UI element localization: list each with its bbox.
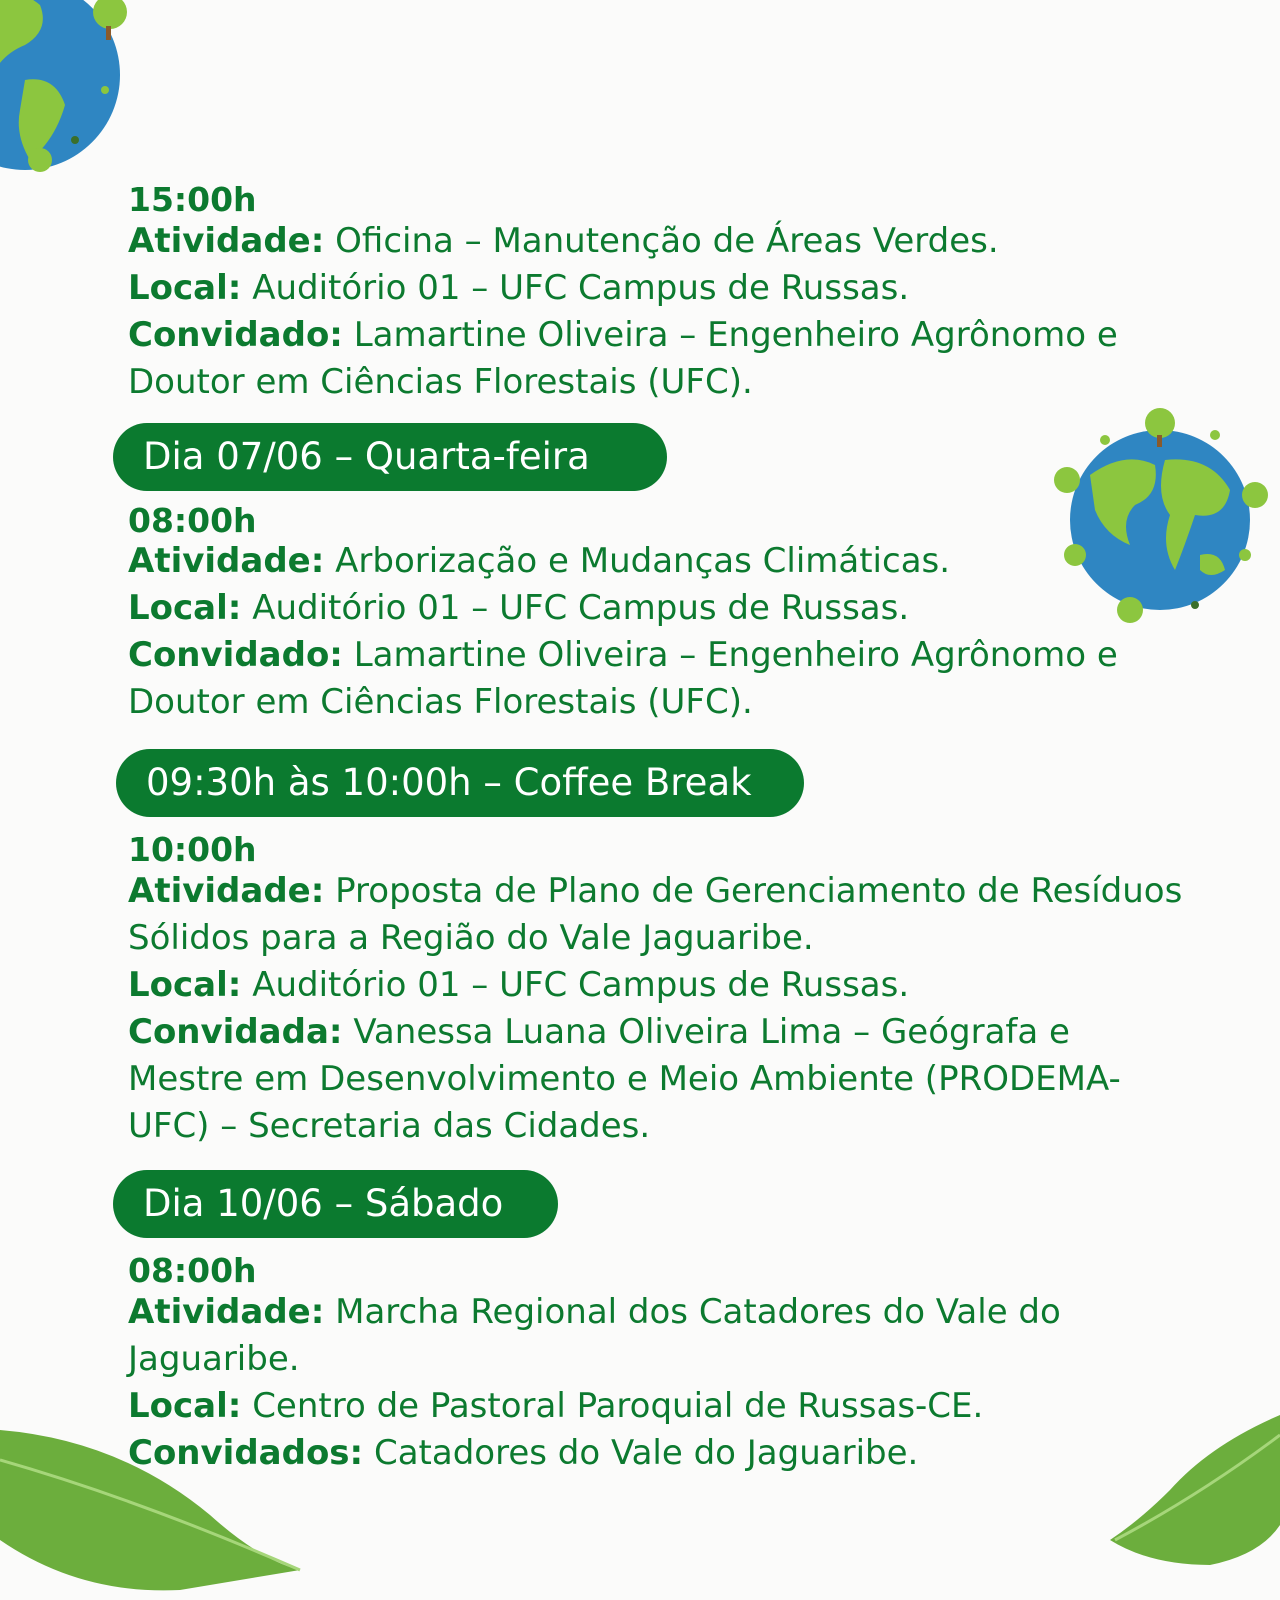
local-text: Auditório 01 – UFC Campus de Russas. [252,588,910,628]
guest-label: Convidado: [128,315,343,355]
guest-line: UFC) – Secretaria das Cidades. [128,1106,651,1146]
guest-label: Convidado: [128,635,343,675]
activity-label: Atividade: [128,541,325,581]
guest-label: Convidada: [128,1012,343,1052]
activity-text: Arborização e Mudanças Climáticas. [335,541,951,581]
guest-text: Vanessa Luana Oliveira Lima – Geógrafa e [353,1012,1070,1052]
activity-text: Oficina – Manutenção de Áreas Verdes. [335,221,999,261]
session-time: 08:00h [128,501,257,540]
session-time: 08:00h [128,1251,257,1290]
activity-line: Jaguaribe. [128,1339,300,1379]
guest-line: Doutor em Ciências Florestais (UFC). [128,682,753,722]
local-line [128,962,909,1009]
guest-label: Convidados: [128,1433,364,1473]
guest-text: Lamartine Oliveira – Engenheiro Agrônomo e [353,635,1118,675]
local-label: Local: [128,965,242,1005]
activity-line [128,1289,1061,1336]
globe-icon [1045,405,1275,635]
guest-line: Mestre em Desenvolvimento e Meio Ambiente (PRODEMA- [128,1059,1121,1099]
activity-label: Atividade: [128,221,325,261]
activity-line [128,868,1182,915]
session-time: 10:00h [128,830,257,869]
local-label: Local: [128,588,242,628]
guest-line: Doutor em Ciências Florestais (UFC). [128,362,753,402]
local-label: Local: [128,268,242,308]
local-line [128,1383,983,1430]
guest-line [128,1009,1070,1056]
guest-line [128,312,1118,359]
local-text: Centro de Pastoral Paroquial de Russas-CE. [252,1386,984,1426]
activity-line: Sólidos para a Região do Vale Jaguaribe. [128,918,814,958]
activity-line [128,538,950,585]
local-label: Local: [128,1386,242,1426]
local-text: Auditório 01 – UFC Campus de Russas. [252,965,910,1005]
day-header-1006: Dia 10/06 – Sábado [113,1170,558,1238]
activity-text: Proposta de Plano de Gerenciamento de Resíduos [335,871,1183,911]
leaf-icon [1110,1415,1280,1595]
guest-line [128,1430,918,1477]
local-line [128,265,909,312]
day-header-0706: Dia 07/06 – Quarta-feira [113,423,667,491]
local-line [128,585,909,632]
activity-line [128,218,999,265]
guest-line [128,632,1118,679]
local-text: Auditório 01 – UFC Campus de Russas. [252,268,910,308]
activity-label: Atividade: [128,1292,325,1332]
activity-text: Marcha Regional dos Catadores do Vale do [335,1292,1061,1332]
coffee-break-header: 09:30h às 10:00h – Coffee Break [116,749,804,817]
guest-text: Lamartine Oliveira – Engenheiro Agrônomo e [353,315,1118,355]
session-time: 15:00h [128,180,257,219]
activity-label: Atividade: [128,871,325,911]
guest-text: Catadores do Vale do Jaguaribe. [373,1433,919,1473]
